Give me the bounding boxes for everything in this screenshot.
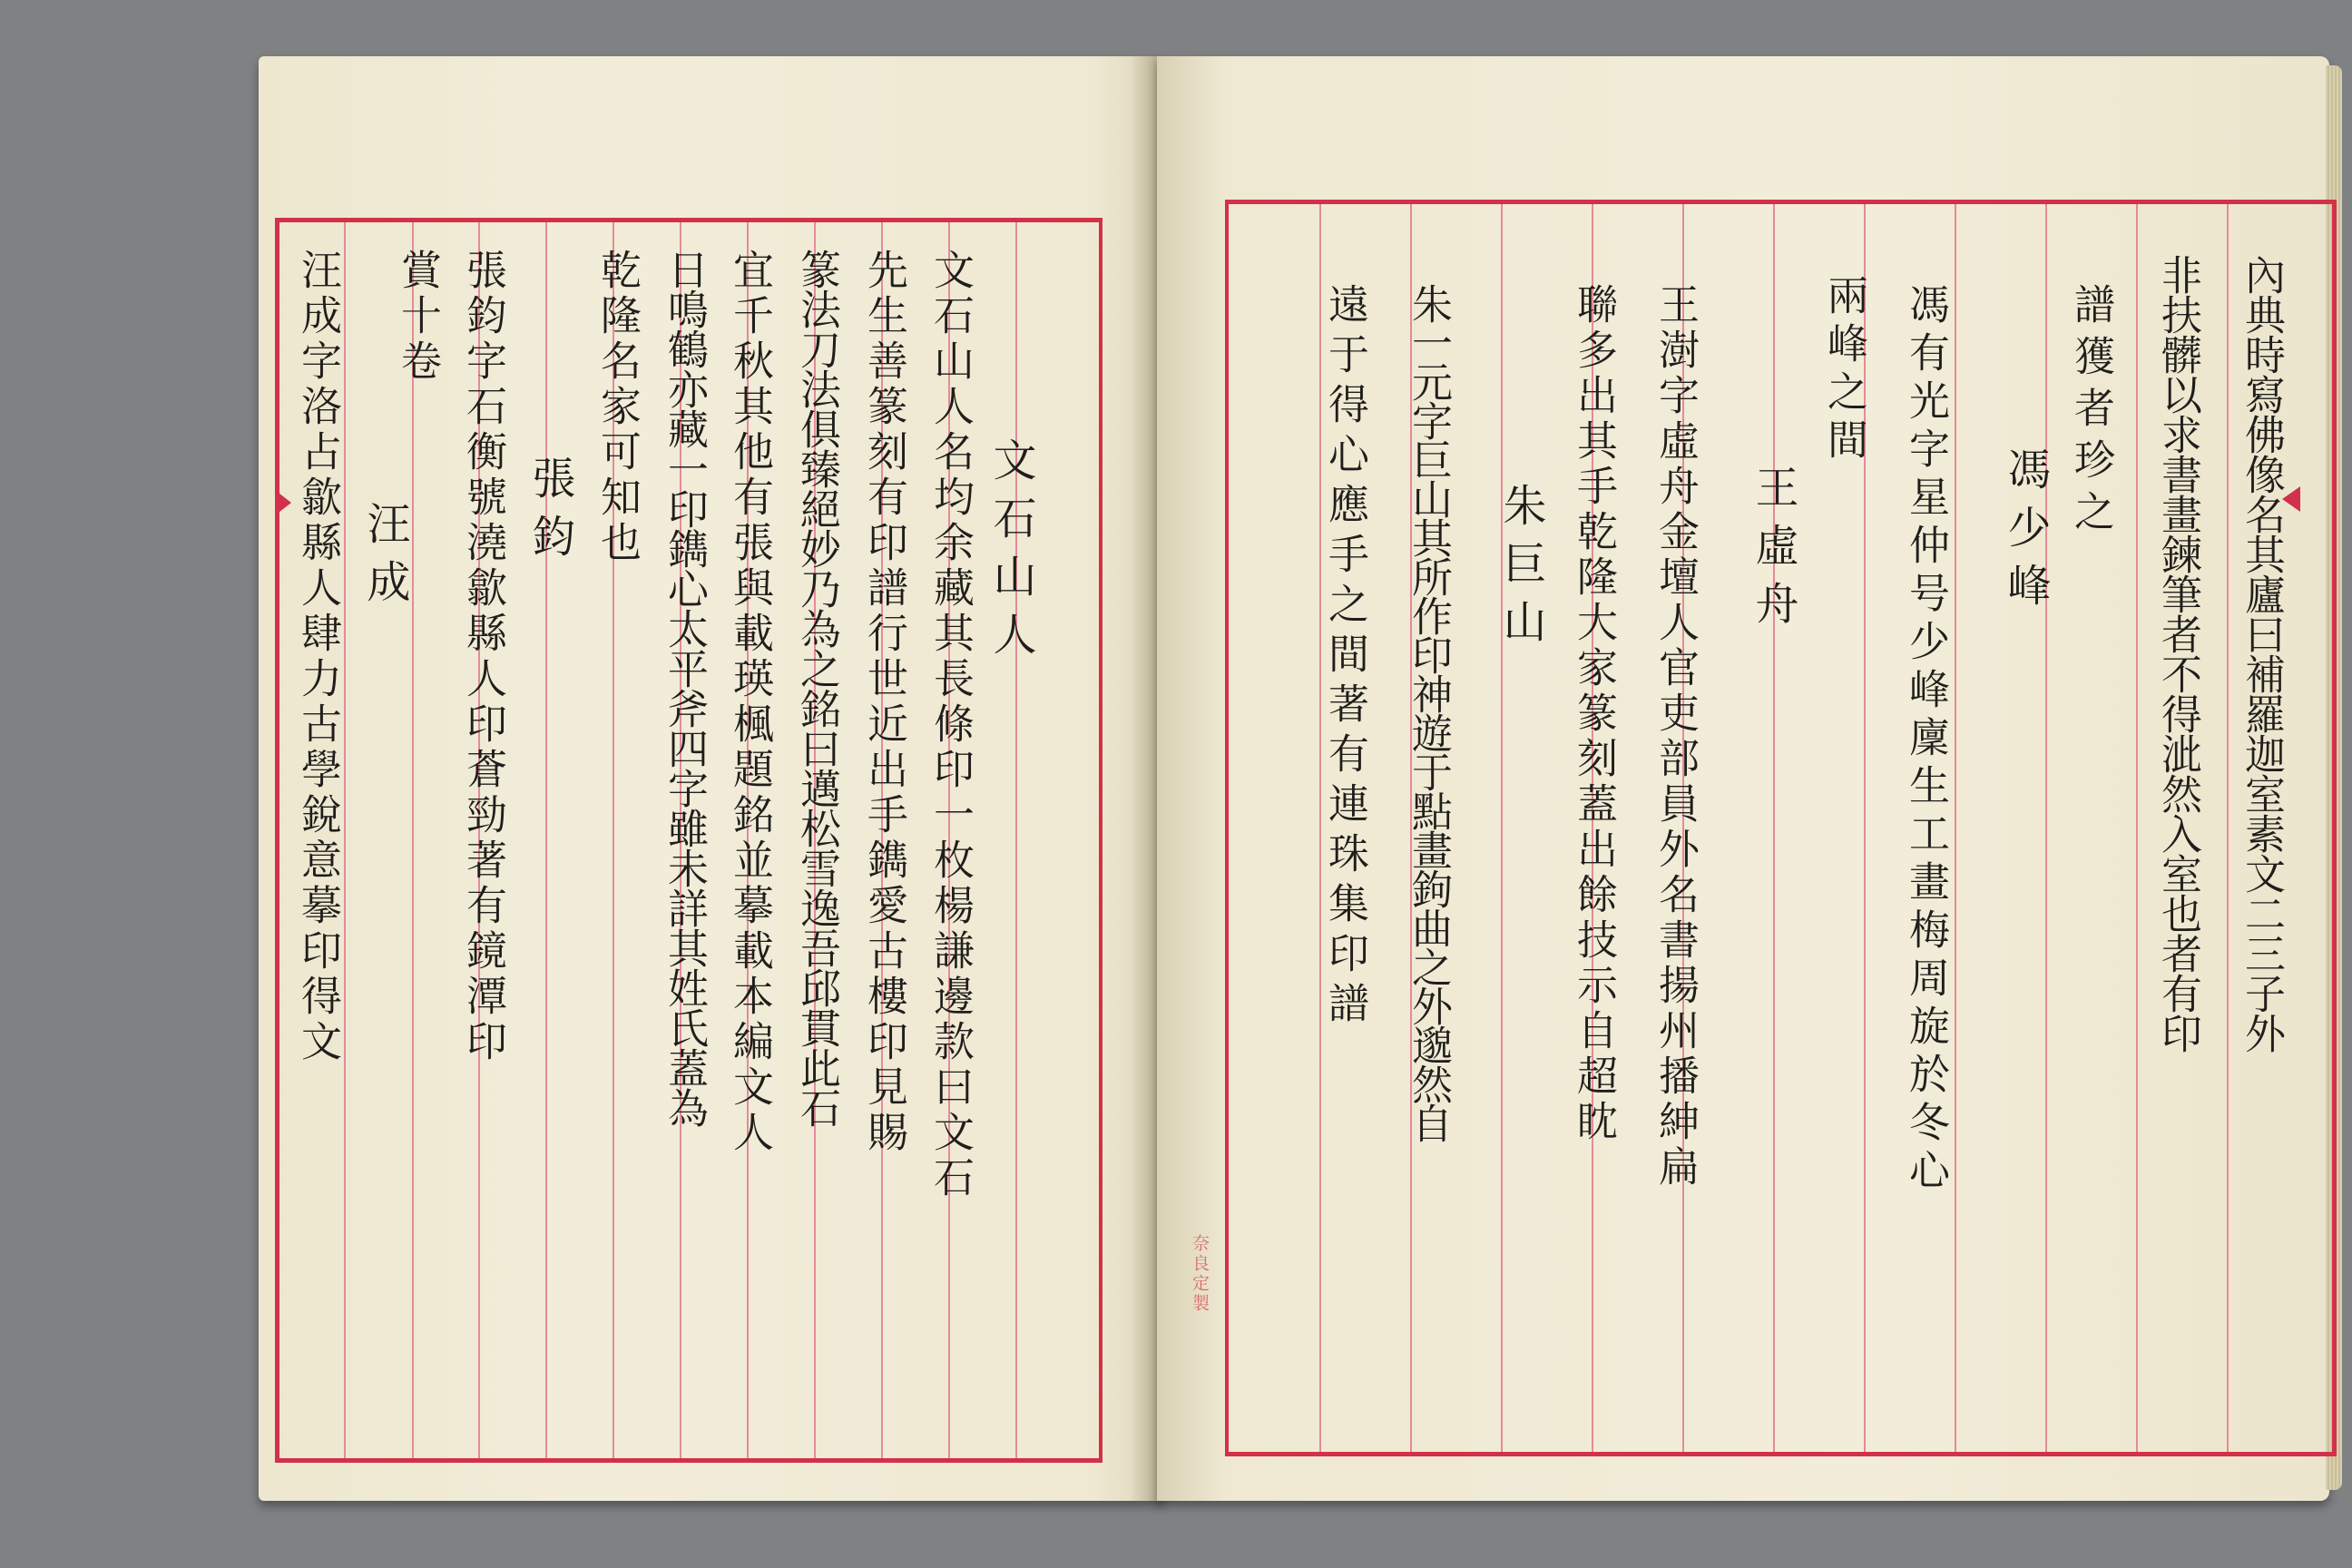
- left-col-10: 賞十卷: [394, 249, 442, 385]
- right-col-8: 王澍字虛舟金壇人官吏部員外名書揚州播紳扁: [1651, 283, 1700, 1191]
- left-col-1: 文石山人: [985, 437, 1036, 670]
- open-book: [259, 56, 2337, 1501]
- left-page: [259, 56, 1164, 1501]
- left-col-12: 汪成字洛占歙縣人肆力古學銳意摹印得文: [294, 249, 342, 1065]
- right-col-7: 王虛舟: [1748, 465, 1798, 639]
- right-col-2: 非扶髒以求書畫鍊筆者不得泚然入室也者有印: [2154, 254, 2202, 1053]
- right-col-1: 內典時寫佛像名其廬曰補羅迦室素文二三子外: [2238, 254, 2286, 1053]
- left-col-3: 先生善篆刻有印譜行世近出手鐫愛古樓印見賜: [860, 249, 908, 1156]
- right-col-3: 譜獲者珍之: [2067, 283, 2115, 542]
- right-col-12: 遠于得心應手之間著有連珠集印譜: [1321, 283, 1369, 1032]
- publisher-stamp: 奈良定製: [1190, 1234, 1210, 1314]
- left-col-11: 汪成: [359, 501, 410, 617]
- right-col-11: 朱一元字巨山其所作印神遊于點畫鉤曲之外邈然自: [1405, 283, 1453, 1142]
- right-col-6: 兩峰之間: [1820, 274, 1868, 466]
- left-fold-mark: [275, 490, 291, 515]
- left-col-8: 張鈞: [524, 456, 575, 572]
- right-col-5: 馮有光字星仲号少峰廩生工畫梅周旋於冬心: [1902, 283, 1950, 1197]
- left-col-4: 篆法刀法俱臻絕妙乃為之銘曰邁松雪逸吾邱貫此石: [793, 249, 841, 1127]
- right-col-4: 馮少峰: [2000, 446, 2051, 621]
- left-col-6: 日鳴鶴亦藏一印鐫心太平斧四字雖未詳其姓氏蓋為: [661, 249, 709, 1127]
- left-col-5: 宜千秋其他有張與載瑛楓題銘並摹載本編文人: [726, 249, 774, 1156]
- left-col-7: 乾隆名家可知也: [593, 249, 642, 566]
- right-page: [1157, 56, 2329, 1501]
- left-col-9: 張鈞字石衡號澆歙縣人印蒼勁著有鏡潭印: [459, 249, 507, 1065]
- right-col-10: 朱巨山: [1495, 483, 1546, 657]
- right-col-9: 聯多出其手乾隆大家篆刻蓋出餘技示自超眈: [1570, 283, 1618, 1145]
- left-col-2: 文石山人名均余藏其長條印一枚楊謙邊款曰文石: [926, 249, 975, 1201]
